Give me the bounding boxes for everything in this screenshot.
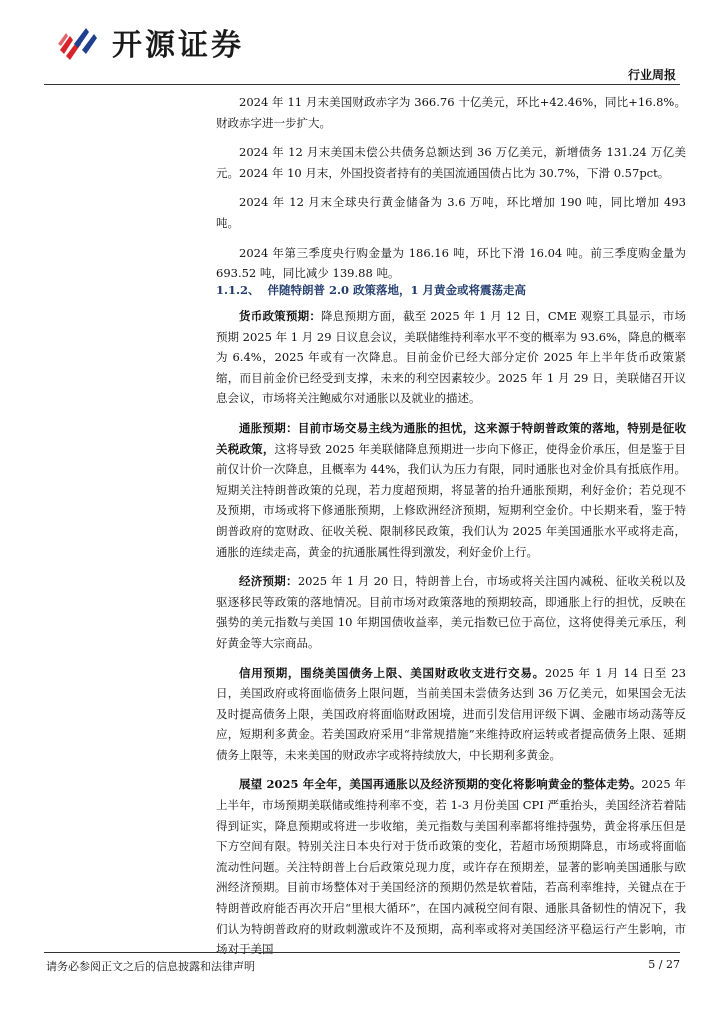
paragraph-economy: 经济预期：2025 年 1 月 20 日，特朗普上台，市场或将关注国内减税、征收关税以及驱逐移民等政策的落地情况。目前市场对政策落地的预期较高，即通胀上行的担忧，反映在强势的美元指数与美国 10 年期国债收益率，美元指数已位于高位，这将使得美元承压，利好黄金等大宗商品。 <box>216 574 686 650</box>
body-main <box>216 306 686 960</box>
brand-name: 开源证券 <box>112 28 244 63</box>
lead-monetary-policy: 货币政策预期： <box>239 309 322 323</box>
paragraph-credit: 信用预期，围绕美国债务上限、美国财政收支进行交易。2025 年 1 月 14 日至 23 日，美国政府或将面临债务上限问题，当前美国未尝债务达到 36 万亿美元，如果国会无法及时提高债务上限，美国政府将面临财政困境，进而引发信用评级下调、金融市场动荡等反应，短期利多黄金。若美国政府采用“非常规措施”来维持政府运转或者提高债务上限、延期债务上限等，未来美国的财政赤字或将持续放大，中长期利多黄金。 <box>216 665 686 762</box>
paragraph-gold-reserves: 2024 年 12 月末全球央行黄金储备为 3.6 万吨，环比增加 190 吨，同比增加 493 吨。 <box>216 195 686 230</box>
paragraph-central-bank-purchases: 2024 年第三季度央行购金量为 186.16 吨，环比下滑 16.04 吨。前三季度购金量为 693.52 吨，同比减少 139.88 吨。 <box>216 245 686 281</box>
page-header <box>0 0 724 90</box>
section-title: 伴随特朗普 2.0 政策落地，1 月黄金或将震荡走高 <box>267 283 527 297</box>
paragraph-deficit: 2024 年 11 月末美国财政赤字为 366.76 十亿美元，环比+42.46%，同比+16.8%。财政赤字进一步扩大。 <box>216 95 686 130</box>
lead-economy: 经济预期： <box>239 574 298 589</box>
footer-divider <box>44 952 680 953</box>
paragraph-debt: 2024 年 12 月末美国未偿公共债务总额达到 36 万亿美元，新增债务 131.24 万亿美元。2024 年 10 月末，外国投资者持有的美国流通国债占比为 30.7%，下滑 0.57pct。 <box>216 145 686 180</box>
lead-outlook: 展望 2025 年全年，美国再通胀以及经济预期的变化将影响黄金的整体走势。 <box>239 777 642 792</box>
report-type-label: 行业周报 <box>627 68 676 82</box>
section-number: 1.1.2、 <box>216 283 260 297</box>
paragraph-monetary-policy: 货币政策预期：降息预期方面，截至 2025 年 1 月 12 日，CME 观察工具显示，市场预期 2025 年 1 月 29 日议息会议，美联储维持利率水平不变的概率为 93.6%，降息的概率为 6.4%，2025 年或有一次降息。目前金价已经大部分定价 2025 年上半年货币政策紧缩，而目前金价已经受到支撑，未来的利空因素较少。2025 年 1 月 29 日，美联储召开议息会议，市场将关注鲍威尔对通胀以及就业的描述。 <box>216 309 686 406</box>
paragraph-inflation: 通胀预期：目前市场交易主线为通胀的担忧，这来源于特朗普政策的落地，特别是征收关税政策，这将导致 2025 年美联储降息预期进一步向下修正，使得金价承压，但是鉴于目前仅计价一次降息，且概率为 44%，我们认为压力有限，同时通胀也对金价具有抵底作用。短期关注特朗普政策的兑现，若力度超预期，将显著的抬升通胀预期，利好金价；若兑现不及预期，市场或将下修通胀预期，上修欧洲经济预期，短期利空金价。中长期来看，鉴于特朗普政府的宽财政、征收关税、限制移民政策，我们认为 2025 年美国通胀水平或将走高，通胀的连续走高，黄金的抗通胀属性得到激发，利好金价上行。 <box>216 420 687 559</box>
header-divider <box>44 84 680 85</box>
lead-credit: 信用预期，围绕美国债务上限、美国财政收支进行交易。 <box>239 665 545 680</box>
footer-disclaimer: 请务必参阅正文之后的信息披露和法律声明 <box>46 960 255 973</box>
lead-inflation: 通胀预期：目前市场交易主线为通胀的担忧，这来源于特朗普政策的落地，特别是征收关税政策， <box>216 420 686 456</box>
body-top <box>216 92 686 284</box>
paragraph-outlook: 展望 2025 年全年，美国再通胀以及经济预期的变化将影响黄金的整体走势。2025 年上半年，市场预期美联储或维持利率不变，若 1-3 月份美国 CPI 严重抬头，美国经济若着陆得到证实，降息预期或将进一步收缩，美元指数与美国利率都将维持强势，黄金将承压但是下方空间有限。特别关注日本央行对于货币政策的变化，若超市场预期降息，市场或将面临流动性问题。关注特朗普上台后政策兑现力度，或许存在预期差，显著的影响美国通胀与欧洲经济预期。目前市场整体对于美国经济的预期仍然是软着陆，若高利率维持，关键点在于特朗普政府能否再次开启“里根大循环”，在国内减税空间有限、通胀具备韧性的情况下，我们认为特朗普政府的财政刺激或许不及预期，高利率或将对美国经济平稳运行产生影响，市场对于美国 <box>216 777 686 957</box>
page-number: 5 / 27 <box>648 958 680 971</box>
section-heading <box>216 282 686 298</box>
brand-logo-icon <box>56 22 102 62</box>
